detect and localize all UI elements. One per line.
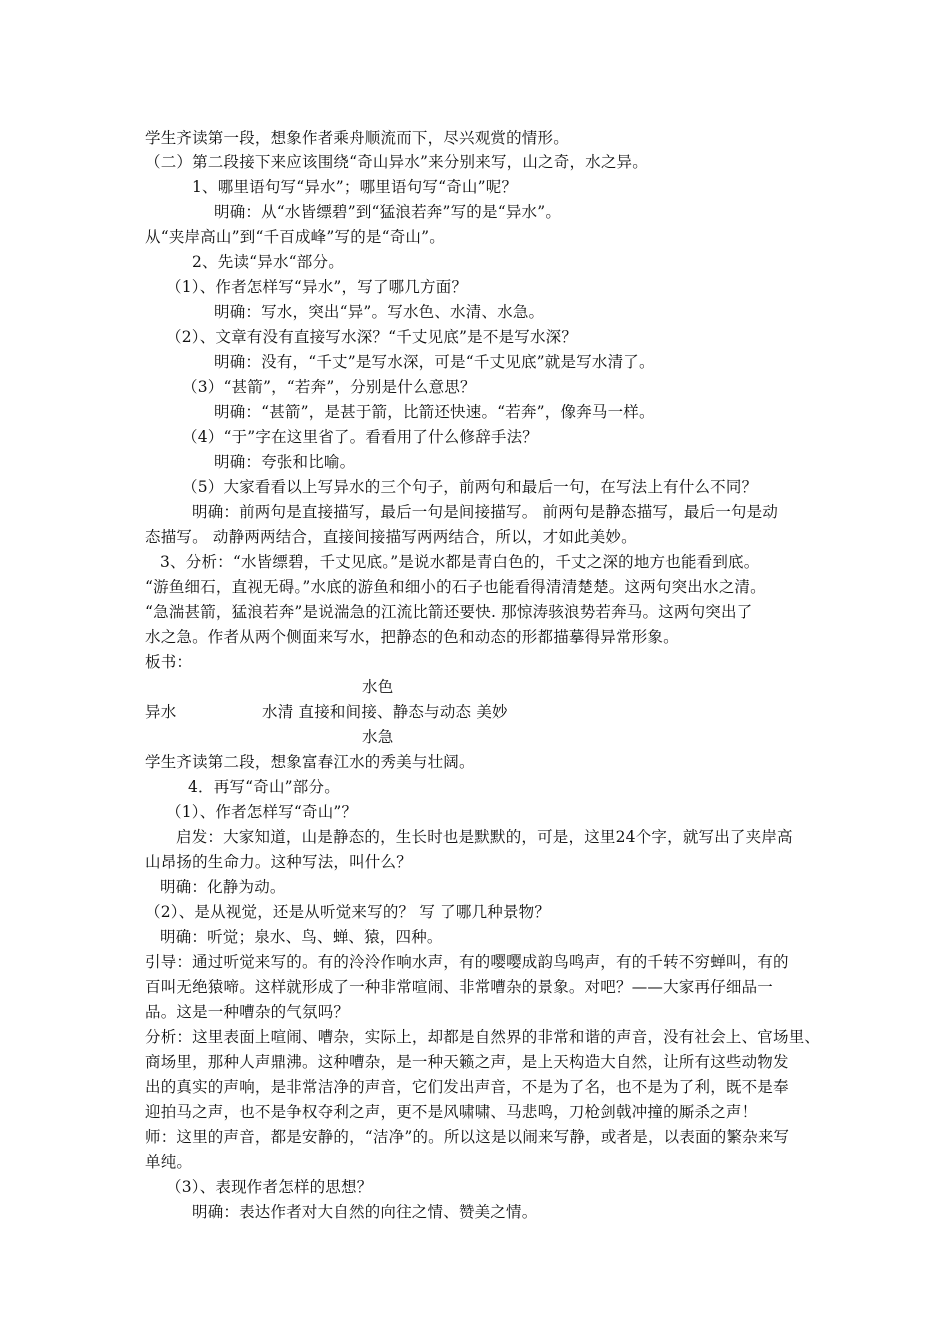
text-line: 启发：大家知道，山是静态的，生长时也是默默的，可是，这里24个字，就写出了夹岸高 <box>176 828 793 846</box>
answer-line: 明确：化静为动。 <box>160 878 286 896</box>
board-bottom: 水急 <box>362 728 394 746</box>
question-line: 2、先读“异水“部分。 <box>192 253 344 271</box>
question-line: （2）、文章有没有直接写水深？“千丈见底”是不是写水深？ <box>166 328 578 346</box>
text-line: 单纯。 <box>145 1153 193 1171</box>
text-line: 态描写。 动静两两结合，直接间接描写两两结合，所以，才如此美妙。 <box>145 528 637 546</box>
question-line: （1）、作者怎样写“异水”，写了哪几方面？ <box>166 278 468 296</box>
board-label: 板书： <box>145 653 193 671</box>
analysis-line: 分析：这里表面上喧闹、嘈杂，实际上，却都是自然界的非常和谐的声音，没有社会上、官场里、 <box>145 1028 821 1046</box>
analysis-line: 出的真实的声响，是非常洁净的声音，它们发出声音，不是为了名，也不是为了利，既不是奉 <box>145 1078 789 1096</box>
text-line: 学生齐读第一段，想象作者乘舟顺流而下，尽兴观赏的情形。 <box>145 129 569 147</box>
text-line: 引导：通过听觉来写的。有的泠泠作响水声，有的嘤嘤成韵鸟鸣声，有的千转不穷蝉叫，有的 <box>145 953 789 971</box>
question-line: （5）大家看看以上写异水的三个句子，前两句和最后一句，在写法上有什么不同？ <box>182 478 758 496</box>
text-line: 学生齐读第二段，想象富春江水的秀美与壮阔。 <box>145 753 475 771</box>
board-left: 异水 <box>145 703 177 721</box>
analysis-line: 商场里，那种人声鼎沸。这种嘈杂，是一种天籁之声，是上天构造大自然，让所有这些动物发 <box>145 1053 789 1071</box>
answer-line: 明确：写水，突出“异”。写水色、水清、水急。 <box>214 303 545 321</box>
question-line: （1）、作者怎样写“奇山”？ <box>166 803 358 821</box>
analysis-line: 3、分析：“水皆缥碧，千丈见底。”是说水都是青白色的，千丈之深的地方也能看到底。 <box>160 553 760 571</box>
answer-line: 明确：没有，“千丈”是写水深，可是“千丈见底”就是写水清了。 <box>214 353 655 371</box>
text-line: 山昂扬的生命力。这种写法，叫什么？ <box>145 853 412 871</box>
analysis-line: “游鱼细石，直视无碍。”水底的游鱼和细小的石子也能看得清清楚楚。这两句突出水之清。 <box>145 578 766 596</box>
text-line: 从“夹岸高山”到“千百成峰”写的是“奇山”。 <box>145 228 445 246</box>
text-line: 师：这里的声音，都是安静的，“洁净”的。所以这是以闹来写静，或者是，以表面的繁杂来写 <box>145 1128 790 1146</box>
answer-line: 明确：“甚箭”，是甚于箭，比箭还快速。“若奔”，像奔马一样。 <box>214 403 655 421</box>
question-line: 4．再写“奇山”部分。 <box>188 778 340 796</box>
answer-line: 明确：夸张和比喻。 <box>214 453 356 471</box>
analysis-line: 水之急。作者从两个侧面来写水，把静态的色和动态的形都描摹得异常形象。 <box>145 628 679 646</box>
answer-line: 明确：表达作者对大自然的向往之情、赞美之情。 <box>192 1203 538 1221</box>
section-heading: （二）第二段接下来应该围绕“奇山异水”来分别来写，山之奇，水之异。 <box>145 153 648 171</box>
board-top: 水色 <box>362 678 394 696</box>
answer-line: 明确：从“水皆缥碧”到“猛浪若奔”写的是“异水”。 <box>214 203 562 221</box>
analysis-line: 迎拍马之声，也不是争权夺利之声，更不是风啸啸、马悲鸣，刀枪剑戟冲撞的厮杀之声！ <box>145 1103 758 1121</box>
question-line: （3）“甚箭”，“若奔”，分别是什么意思？ <box>182 378 476 396</box>
text-line: 百叫无绝猿啼。这样就形成了一种非常喧闹、非常嘈杂的景象。对吧？——大家再仔细品一 <box>145 978 774 996</box>
analysis-line: “急湍甚箭，猛浪若奔”是说湍急的江流比箭还要快. 那惊涛骇浪势若奔马。这两句突出了 <box>145 603 753 621</box>
question-line: （2）、是从视觉，还是从听觉来写的？ 写 了哪几种景物？ <box>145 903 551 921</box>
question-line: （3）、表现作者怎样的思想？ <box>166 1178 373 1196</box>
board-middle: 水清 直接和间接、静态与动态 美妙 <box>262 703 508 721</box>
answer-line: 明确：听觉；泉水、鸟、蝉、猿，四种。 <box>160 928 443 946</box>
text-line: 品。这是一种嘈杂的气氛吗？ <box>145 1003 350 1021</box>
question-line: 1、哪里语句写“异水”；哪里语句写“奇山”呢？ <box>192 178 518 196</box>
answer-line: 明确：前两句是直接描写，最后一句是间接描写。 前两句是静态描写，最后一句是动 <box>192 503 779 521</box>
question-line: （4）“于”字在这里省了。看看用了什么修辞手法？ <box>182 428 539 446</box>
